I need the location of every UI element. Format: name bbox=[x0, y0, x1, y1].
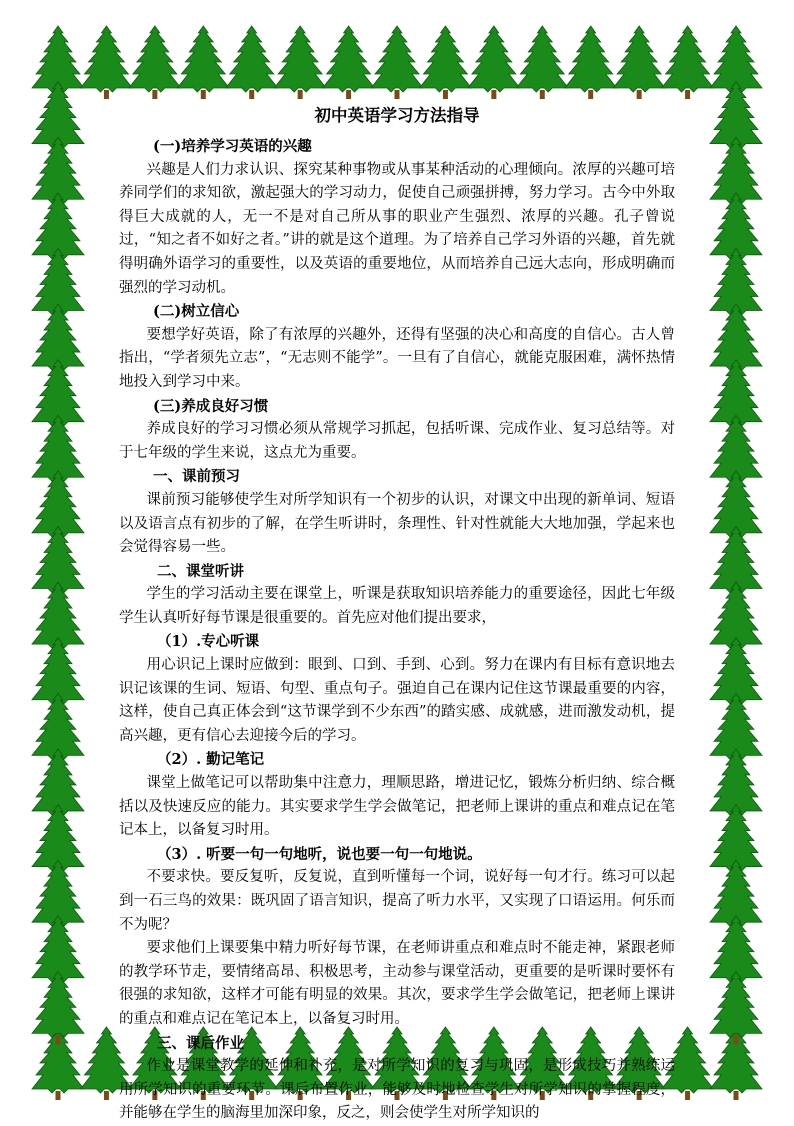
section-heading: (一)培养学习英语的兴趣 bbox=[153, 138, 312, 155]
pine-tree-icon bbox=[613, 26, 665, 99]
pine-tree-icon bbox=[468, 26, 520, 99]
section-paragraph: 课堂上做笔记可以帮助集中注意力，理顺思路，增进记忆，锻炼分析归纳、综合概括以及快速反应的能力。其实要求学生学会做笔记，把老师上课讲的重点和难点记在笔记本上，以备复习时用。 bbox=[119, 775, 675, 839]
pine-tree-icon bbox=[419, 26, 471, 99]
pine-tree-icon bbox=[323, 26, 375, 99]
section-paragraph: 养成良好的学习习惯必须从常规学习抓起，包括听课、完成作业、复习总结等。对于七年级的学生来说，这点尤为重要。 bbox=[119, 421, 675, 461]
section-paragraph: 用心识记上课时应做到：眼到、口到、手到、心到。努力在课内有目标有意识地去识记该课的生词、短语、句型、重点句子。强迫自己在课内记住这节课最重要的内容，这样，使自己真正体会到“这节课学到不少东西”的踏实感、成就感，进而激发动机，提高兴趣，更有信心去迎接今后的学习。 bbox=[119, 657, 675, 744]
section-heading: （3）. 听要一句一句地听，说也要一句一句地说。 bbox=[157, 845, 482, 863]
pine-tree-icon bbox=[80, 26, 132, 99]
pine-tree-icon bbox=[129, 26, 181, 99]
section-paragraph: 要求他们上课要集中精力听好每节课，在老师讲重点和难点时不能走神，紧跟老师的教学环节走，要情绪高昂、积极思考，主动参与课堂活动，更重要的是听课时要怀有很强的求知欲，这样才可能有明显的效果。其次，要求学生学会做笔记，把老师上课讲的重点和难点记在笔记本上，以备复习时用。 bbox=[119, 940, 675, 1027]
section-paragraph: 兴趣是人们力求认识、探究某种事物或从事某种活动的心理倾向。浓厚的兴趣可培养同学们的求知欲，激起强大的学习动力，促使自己顽强拼搏，努力学习。古今中外取得巨大成就的人，无一不是对自己所从事的职业产生强烈、浓厚的兴趣。孔子曾说过，“知之者不如好之者。”讲的就是这个道理。为了培养自己学习外语的兴趣，首先就得明确外语学习的重要性，以及英语的重要地位，从而培养自己远大志向，形成明确而强烈的学习动机。 bbox=[119, 161, 675, 296]
pine-tree-icon bbox=[371, 26, 423, 99]
section-heading: 三、课后作业 bbox=[157, 1034, 244, 1052]
section-heading: 二、课堂听讲 bbox=[157, 562, 244, 580]
pine-tree-icon bbox=[662, 26, 714, 99]
section-paragraph: 要想学好英语，除了有浓厚的兴趣外，还得有坚强的决心和高度的自信心。古人曾指出，“学者须先立志”，“无志则不能学”。一旦有了自信心，就能克服困难，满怀热情地投入到学习中来。 bbox=[119, 326, 675, 390]
section-heading: (三)养成良好习惯 bbox=[153, 397, 269, 415]
pine-tree-icon bbox=[274, 26, 326, 99]
section-heading: （2）. 勤记笔记 bbox=[157, 751, 265, 769]
section-heading: 一、课前预习 bbox=[153, 468, 240, 486]
section-paragraph: 作业是课堂教学的延伸和补充，是对所学知识的复习与巩固，是形成技巧并熟练运用所学知识的重要环节。课后布置作业，能够及时地检查学生对所学知识的掌握程度，并能够在学生的脑海里加深印象，反之，则会使学生对所学知识的 bbox=[119, 1058, 675, 1122]
pine-tree-icon bbox=[516, 26, 568, 99]
pine-tree-icon bbox=[32, 971, 84, 1044]
section-paragraph: 不要求快。要反复听，反复说，直到听懂每一个词，说好每一句才行。练习可以起到一石三鸟的效果：既巩固了语言知识，提高了听力水平，又实现了口语运用。何乐而不为呢？ bbox=[119, 869, 675, 933]
pine-tree-icon bbox=[565, 26, 617, 99]
document-page bbox=[119, 100, 675, 1126]
section-paragraph: 学生的学习活动主要在课堂上，听课是获取知识培养能力的重要途径，因此七年级学生认真听好每节课是很重要的。首先应对他们提出要求， bbox=[119, 586, 675, 626]
pine-tree-icon bbox=[226, 26, 278, 99]
section-paragraph: 课前预习能够使学生对所学知识有一个初步的认识，对课文中出现的新单词、短语以及语言点有初步的了解，在学生听讲时，条理性、针对性就能大大地加强，学起来也会觉得容易一些。 bbox=[119, 491, 675, 556]
section-heading: （1）.专心听课 bbox=[157, 633, 260, 651]
document-title: 初中英语学习方法指导 bbox=[314, 106, 480, 125]
section-heading: (二)树立信心 bbox=[153, 303, 240, 321]
pine-tree-icon bbox=[710, 971, 762, 1044]
pine-tree-icon bbox=[177, 26, 229, 99]
